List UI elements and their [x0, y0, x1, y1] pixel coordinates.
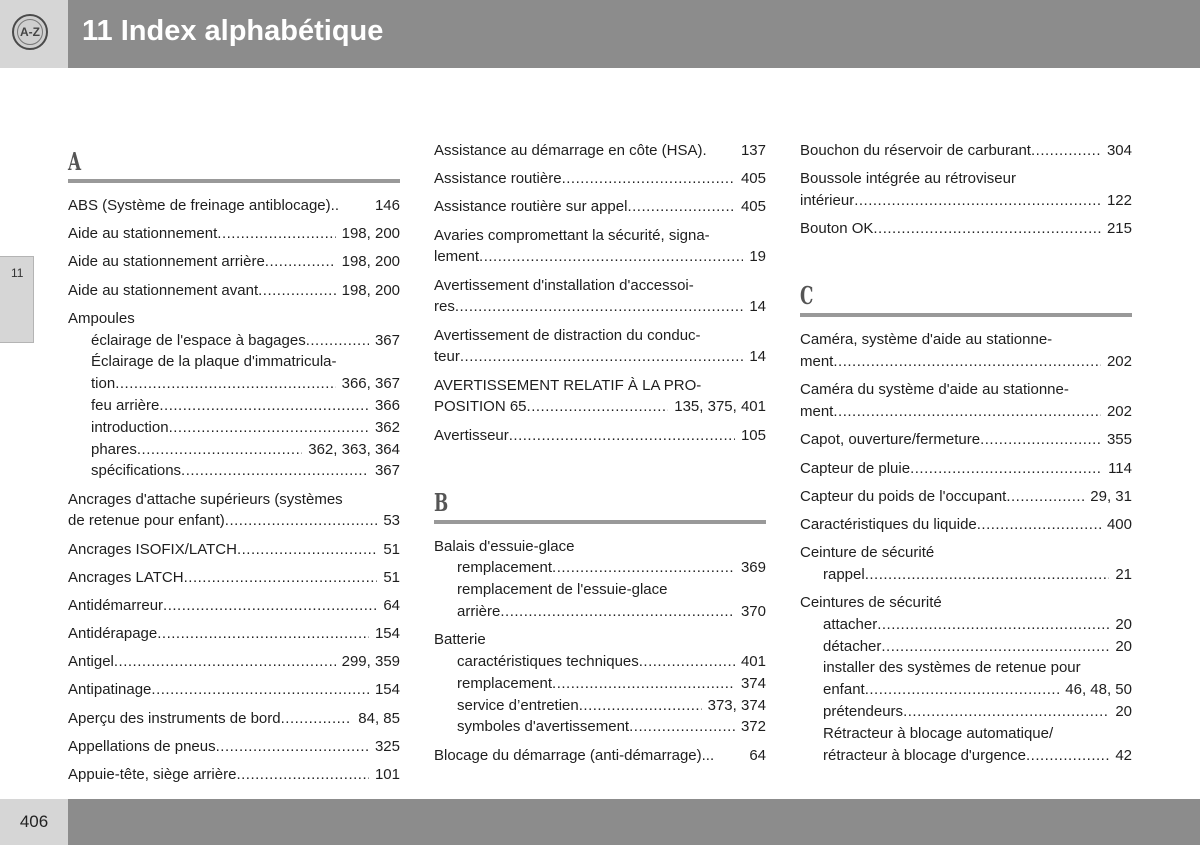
section-letter: C	[800, 281, 814, 311]
entry-text: teur	[434, 348, 460, 366]
dot-leader	[236, 764, 369, 786]
dot-leader	[225, 510, 378, 532]
index-entry	[800, 218, 1132, 240]
dot-leader	[265, 251, 336, 273]
entry-text: intérieur	[800, 191, 855, 209]
entry-text: Avertisseur	[434, 426, 509, 444]
entry-text: Capteur du poids de l'occupant	[800, 487, 1007, 505]
dot-leader	[237, 539, 377, 561]
entry-text: prétendeurs	[823, 703, 904, 721]
dot-leader	[306, 330, 369, 352]
entry-text: enfant	[823, 681, 865, 699]
index-entry-line	[68, 539, 400, 561]
dot-leader	[216, 736, 369, 758]
entry-text: de retenue pour enfant)	[68, 512, 225, 530]
page-reference: 21	[1115, 565, 1132, 583]
entry-text: Antidérapage	[68, 625, 158, 643]
section-gap	[800, 246, 1132, 274]
page-reference: 46, 48, 50	[1065, 681, 1132, 699]
index-entry-line	[800, 458, 1132, 480]
entry-text: rétracteur à blocage d'urgence	[823, 746, 1026, 764]
page-reference: 51	[383, 540, 400, 558]
entry-text: symboles d'avertissement	[457, 718, 630, 736]
page-reference: 366, 367	[341, 375, 400, 393]
index-entry	[68, 651, 400, 673]
entry-text: POSITION 65	[434, 398, 527, 416]
index-subentry-line	[800, 679, 1132, 701]
page-reference: 367	[374, 462, 400, 480]
index-entry	[434, 325, 766, 369]
index-entry-line	[800, 168, 1132, 190]
entry-text: attacher	[823, 615, 878, 633]
index-entry-line	[68, 736, 400, 758]
index-entry-line	[434, 325, 766, 347]
page-reference: 372	[740, 718, 766, 736]
index-subentry-line	[800, 657, 1132, 679]
index-entry-line	[434, 246, 766, 268]
index-entry	[800, 486, 1132, 508]
entry-text: Avertissement d'installation d'accessoi-	[434, 276, 694, 294]
index-subentry-line	[68, 439, 400, 461]
dot-leader	[181, 460, 369, 482]
page-reference: 202	[1106, 353, 1132, 371]
entry-text: rappel	[823, 565, 865, 583]
dot-leader	[980, 429, 1101, 451]
entry-text: Avaries compromettant la sécurité, signa-	[434, 226, 710, 244]
entry-text: remplacement de l'essuie-glace	[457, 581, 668, 599]
index-entry	[68, 195, 400, 217]
page-reference: 405	[740, 170, 766, 188]
page-reference: 367	[374, 331, 400, 349]
entry-text: introduction	[91, 418, 169, 436]
chapter-side-tab[interactable]	[0, 256, 34, 343]
dot-leader	[1026, 745, 1109, 767]
entry-text: Assistance routière	[434, 170, 562, 188]
dot-leader	[873, 218, 1101, 240]
dot-leader	[629, 716, 735, 738]
index-entry-line	[434, 346, 766, 368]
page-reference: 215	[1106, 220, 1132, 238]
index-entry	[434, 745, 766, 767]
letter-section-header	[434, 485, 766, 524]
index-entry	[68, 223, 400, 245]
page-reference: 105	[740, 426, 766, 444]
index-subentry-line	[68, 351, 400, 373]
entry-text: phares	[91, 440, 137, 458]
index-column-3	[800, 140, 1132, 773]
dot-leader	[865, 564, 1110, 586]
index-entry-line	[800, 329, 1132, 351]
index-entry	[68, 539, 400, 561]
entry-text: AVERTISSEMENT RELATIF À LA PRO-	[434, 376, 702, 394]
index-entry	[68, 251, 400, 273]
index-entry-line	[800, 190, 1132, 212]
dot-leader	[258, 280, 335, 302]
entry-text: Appuie-tête, siège arrière	[68, 766, 237, 783]
page-reference: 202	[1106, 403, 1132, 421]
dot-leader	[163, 595, 377, 617]
dot-leader	[579, 695, 702, 717]
page-reference: 198, 200	[341, 225, 400, 243]
entry-text: arrière	[457, 603, 501, 621]
entry-text: Assistance au démarrage en côte (HSA).	[434, 142, 707, 159]
page-reference: 146	[374, 197, 400, 214]
entry-text: ment	[800, 353, 834, 371]
index-entry-line	[434, 375, 766, 397]
entry-text: lement	[434, 248, 480, 266]
a-z-icon-text: A-Z	[20, 25, 40, 39]
index-entry	[68, 708, 400, 730]
dot-leader	[137, 439, 302, 461]
index-subentry-line	[68, 460, 400, 482]
index-subentry-line	[434, 557, 766, 579]
page-reference: 198, 200	[341, 253, 400, 271]
dot-leader	[562, 168, 735, 190]
entry-text: res	[434, 298, 455, 316]
index-entry-line	[434, 629, 766, 651]
index-entry-line	[434, 275, 766, 297]
entry-text: remplacement	[457, 674, 553, 692]
dot-leader	[157, 623, 369, 645]
index-entry	[800, 514, 1132, 536]
page-reference: 154	[374, 681, 400, 699]
index-entry-line	[800, 592, 1132, 614]
page-reference: 20	[1115, 637, 1132, 655]
page-reference: 198, 200	[341, 281, 400, 299]
dot-leader	[479, 246, 743, 268]
index-entry-line	[434, 396, 766, 418]
entry-text: spécifications	[91, 462, 182, 480]
index-entry-line	[68, 708, 400, 730]
page-reference: 53	[383, 512, 400, 530]
entry-text: Bouchon du réservoir de carburant	[800, 142, 1031, 159]
page-reference: 154	[374, 625, 400, 643]
page-reference: 362	[374, 418, 400, 436]
index-entry-line	[68, 567, 400, 589]
index-entry	[68, 623, 400, 645]
page-reference: 299, 359	[341, 653, 400, 671]
index-entry	[434, 375, 766, 419]
dot-leader	[910, 458, 1102, 480]
entry-text: Antipatinage	[68, 681, 152, 699]
index-entry-line	[800, 542, 1132, 564]
entry-text: ment	[800, 403, 834, 421]
dot-leader	[169, 417, 369, 439]
index-entry-line	[68, 623, 400, 645]
index-entry	[800, 168, 1132, 212]
index-entry	[68, 280, 400, 302]
page-reference: 405	[740, 198, 766, 216]
entry-text: Batterie	[434, 631, 486, 649]
entry-text: Appellations de pneus	[68, 737, 216, 755]
index-entry-line	[800, 429, 1132, 451]
page-reference: 374	[740, 674, 766, 692]
index-entry-line	[68, 280, 400, 302]
index-entry-line	[800, 351, 1132, 373]
page-footer	[0, 799, 1200, 845]
index-entry-line	[800, 379, 1132, 401]
page-reference: 122	[1106, 191, 1132, 209]
index-column-1	[68, 140, 400, 792]
dot-leader	[865, 679, 1060, 701]
page-reference: 135, 375, 401	[674, 398, 766, 416]
index-entry-line	[800, 218, 1132, 240]
page-reference: 401	[740, 653, 766, 671]
index-subentry-line	[800, 723, 1132, 745]
index-subentry-line	[800, 636, 1132, 658]
index-entry	[434, 425, 766, 447]
section-divider	[68, 179, 400, 183]
page-reference: 355	[1106, 431, 1132, 449]
page-title: 11 Index alphabétique	[82, 15, 384, 47]
index-entry	[800, 429, 1132, 451]
dot-leader	[552, 557, 735, 579]
entry-text: Caméra, système d'aide au stationne-	[800, 331, 1053, 349]
page-reference: 114	[1108, 459, 1132, 477]
index-entry-line	[434, 140, 766, 162]
entry-text: Éclairage de la plaque d'immatricula-	[91, 353, 337, 371]
entry-text: Aide au stationnement	[68, 225, 218, 243]
page-reference: 20	[1115, 703, 1132, 721]
dot-leader	[977, 514, 1101, 536]
index-entry-line	[800, 514, 1132, 536]
dot-leader	[115, 373, 335, 395]
dot-leader	[881, 636, 1109, 658]
entry-text: Bouton OK	[800, 220, 874, 238]
chapter-side-tab-label: 11	[11, 266, 24, 280]
index-entry-line	[68, 595, 400, 617]
entry-text: service d’entretien	[457, 696, 579, 714]
dot-leader	[527, 396, 669, 418]
page-reference: 400	[1106, 515, 1132, 533]
page-reference: 64	[383, 596, 400, 614]
entry-text: ABS (Système de freinage antiblocage)..	[68, 197, 339, 214]
dot-leader	[184, 567, 378, 589]
dot-leader	[159, 395, 369, 417]
index-entry-line	[434, 168, 766, 190]
index-entry	[800, 140, 1132, 162]
index-entry	[434, 275, 766, 319]
entry-text: caractéristiques techniques	[457, 653, 639, 671]
index-entry	[68, 308, 400, 482]
page-reference: 366	[374, 396, 400, 414]
index-entry	[68, 679, 400, 701]
page-reference: 19	[749, 248, 766, 266]
index-subentry-line	[434, 716, 766, 738]
entry-text: Caméra du système d'aide au stationne-	[800, 381, 1069, 399]
dot-leader	[114, 651, 336, 673]
entry-text: éclairage de l'espace à bagages	[91, 331, 306, 349]
entry-text: Caractéristiques du liquide	[800, 515, 977, 533]
index-subentry-line	[800, 745, 1132, 767]
index-entry	[434, 168, 766, 190]
index-subentry-line	[68, 395, 400, 417]
index-subentry-line	[434, 673, 766, 695]
entry-text: Capot, ouverture/fermeture	[800, 431, 981, 449]
page-reference: 14	[749, 348, 766, 366]
page-number: 406	[0, 799, 68, 845]
header-icon-tab	[0, 0, 68, 68]
index-subentry-line	[68, 330, 400, 352]
dot-leader	[833, 351, 1101, 373]
entry-text: Aide au stationnement avant	[68, 281, 259, 299]
dot-leader	[151, 679, 369, 701]
index-entry-line	[434, 196, 766, 218]
entry-text: Aperçu des instruments de bord	[68, 709, 281, 727]
page-reference: 42	[1115, 746, 1132, 764]
dot-leader	[903, 701, 1109, 723]
page-reference: 101	[374, 766, 400, 783]
page-reference: 325	[374, 737, 400, 755]
entry-text: Antidémarreur	[68, 596, 164, 614]
entry-text: Blocage du démarrage (anti-démarrage)...	[434, 746, 715, 764]
index-entry	[434, 196, 766, 218]
index-entry-line	[68, 651, 400, 673]
page-reference: 373, 374	[707, 696, 766, 714]
entry-text: Rétracteur à blocage automatique/	[823, 724, 1054, 742]
entry-text: remplacement	[457, 559, 553, 577]
index-subentry-line	[434, 651, 766, 673]
entry-text: Ancrages d'attache supérieurs (systèmes	[68, 490, 343, 508]
index-entry	[800, 379, 1132, 423]
entry-text: Ampoules	[68, 309, 135, 327]
entry-text: Assistance routière sur appel	[434, 198, 628, 216]
entry-text: Ancrages ISOFIX/LATCH	[68, 540, 237, 558]
entry-text: tion	[91, 375, 116, 393]
index-entry	[800, 542, 1132, 586]
a-z-index-icon	[12, 14, 48, 50]
dot-leader	[552, 673, 735, 695]
dot-leader	[281, 708, 353, 730]
index-entry-line	[434, 425, 766, 447]
index-entry	[800, 592, 1132, 766]
index-entry-line	[68, 489, 400, 511]
index-entry-line	[68, 251, 400, 273]
page-reference: 369	[740, 559, 766, 577]
dot-leader	[1031, 140, 1101, 162]
dot-leader	[217, 223, 335, 245]
index-entry	[434, 536, 766, 623]
entry-text: installer des systèmes de retenue pour	[823, 659, 1081, 677]
index-subentry-line	[434, 695, 766, 717]
index-entry-line	[68, 195, 400, 217]
index-subentry-line	[434, 601, 766, 623]
index-entry-line	[68, 308, 400, 330]
index-column-2	[434, 140, 766, 773]
index-entry-line	[68, 223, 400, 245]
dot-leader	[854, 190, 1101, 212]
dot-leader	[627, 196, 735, 218]
dot-leader	[460, 346, 743, 368]
entry-text: Boussole intégrée au rétroviseur	[800, 170, 1016, 188]
index-entry	[800, 329, 1132, 373]
entry-text: Capteur de pluie	[800, 459, 911, 477]
index-entry	[434, 629, 766, 738]
page-reference: 84, 85	[358, 709, 400, 727]
index-entry	[434, 140, 766, 162]
index-subentry-line	[800, 614, 1132, 636]
letter-section-header	[68, 144, 400, 183]
dot-leader	[877, 614, 1109, 636]
dot-leader	[455, 296, 743, 318]
dot-leader	[639, 651, 735, 673]
page-header	[0, 0, 1200, 68]
index-entry-line	[434, 296, 766, 318]
entry-text: Avertissement de distraction du conduc-	[434, 326, 701, 344]
index-subentry-line	[800, 564, 1132, 586]
entry-text: détacher	[823, 637, 882, 655]
entry-text: Ceinture de sécurité	[800, 544, 935, 562]
index-entry-line	[68, 510, 400, 532]
dot-leader	[833, 401, 1101, 423]
index-subentry-line	[68, 373, 400, 395]
page-reference: 137	[740, 142, 766, 159]
index-entry-line	[68, 764, 400, 786]
dot-leader	[500, 601, 735, 623]
index-entry	[68, 595, 400, 617]
page-reference: 304	[1106, 142, 1132, 159]
section-divider	[434, 520, 766, 524]
page-reference: 64	[749, 746, 766, 764]
index-entry	[68, 736, 400, 758]
index-entry-line	[68, 679, 400, 701]
entry-text: feu arrière	[91, 396, 160, 414]
page-reference: 20	[1115, 615, 1132, 633]
entry-text: Antigel	[68, 653, 114, 671]
index-entry	[68, 489, 400, 533]
index-entry	[800, 458, 1132, 480]
index-subentry-line	[800, 701, 1132, 723]
page-reference: 14	[749, 298, 766, 316]
section-letter: A	[68, 147, 82, 176]
index-entry-line	[434, 225, 766, 247]
entry-text: Ceintures de sécurité	[800, 594, 942, 612]
index-subentry-line	[68, 417, 400, 439]
index-entry-line	[434, 536, 766, 558]
index-entry	[68, 567, 400, 589]
dot-leader	[509, 425, 735, 447]
entry-text: Ancrages LATCH	[68, 568, 184, 586]
index-subentry-line	[434, 579, 766, 601]
page-reference: 362, 363, 364	[308, 440, 400, 458]
section-gap	[434, 453, 766, 481]
index-entry-line	[434, 745, 766, 767]
page-reference: 370	[740, 603, 766, 621]
index-entry-line	[800, 140, 1132, 162]
page-reference: 51	[383, 568, 400, 586]
entry-text: Aide au stationnement arrière	[68, 253, 265, 271]
dot-leader	[1006, 486, 1084, 508]
section-divider	[800, 313, 1132, 317]
index-entry	[68, 764, 400, 786]
entry-text: Balais d'essuie-glace	[434, 537, 575, 555]
index-entry-line	[800, 401, 1132, 423]
section-letter: B	[434, 487, 449, 517]
index-entry	[434, 225, 766, 269]
index-entry-line	[800, 486, 1132, 508]
page-reference: 29, 31	[1090, 487, 1132, 505]
letter-section-header	[800, 278, 1132, 317]
